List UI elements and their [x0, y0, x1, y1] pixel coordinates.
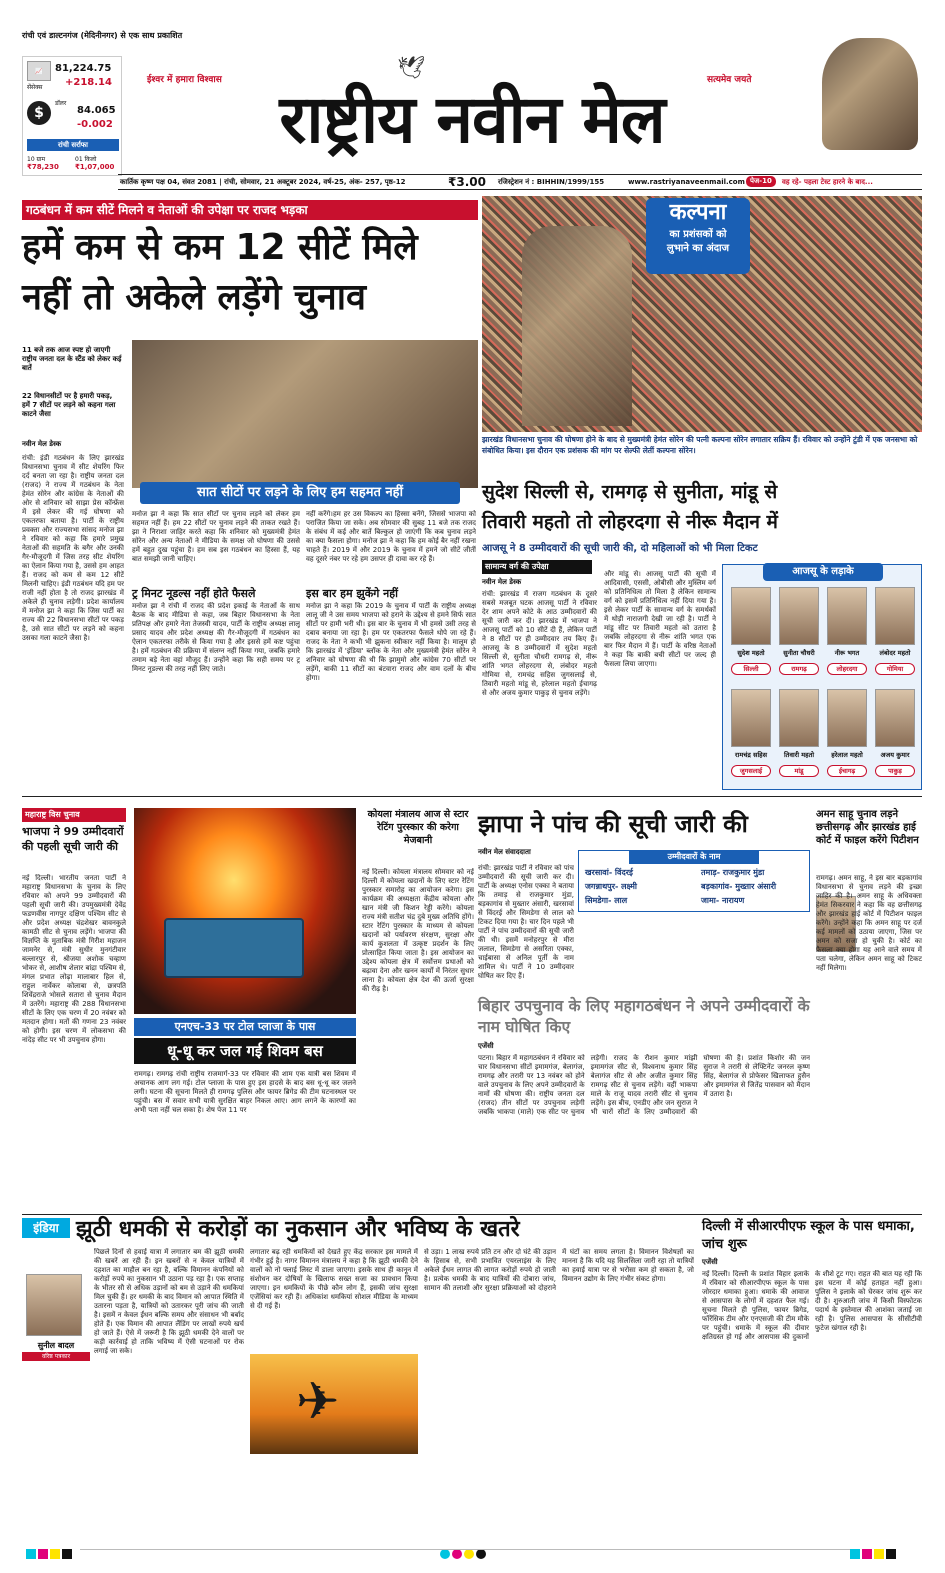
candidate-photo [731, 587, 771, 645]
kalpana-caption: झारखंड विधानसभा चुनाव की घोषणा होने के बाद से मुख्यमंत्री हेमंत सोरेन की पत्नी कल्पना सोरेन लगातार सक्रिय हैं। रविवार को उन्होंने टुंडी में एक जनसभा को संबोधित किया। इस दौरान एक प्रशंसक की मांग पर सेल्फी लेतीं कल्पना सोरेन। [482, 435, 918, 455]
lead-headline-1: हमें कम से कम 12 सीटें मिले [22, 227, 418, 268]
maharashtra-tag: महाराष्ट्र विस चुनाव [22, 808, 126, 822]
ajsu-headline-1: सुदेश सिल्ली से, रामगढ़ से सुनीता, मांडू से [482, 481, 778, 503]
aman-sahu-body: रामगढ़। अमन साहू, ने इस बार बड़कागांव विधानसभा से चुनाव लड़ने की इच्छा जाहिर की है। अमन साहू के अधिवक्ता हेमंत सिकरवार ने कहा कि वह छत्तीसगढ़ और झारखंड हाई कोर्ट में पिटीशन फाइल करेंगे। उन्होंने कहा कि अमन साहू पर दर्ज कई मामलों को उठाया जाएगा, जिस पर अमन को सजा हो चुकी है। कोर्ट का फैसला क्या होगा यह आने वाले समय में पता चलेगा, लेकिन अमन साहू को टिकट नहीं मिलेगा। [816, 874, 922, 972]
jmm-box [578, 850, 810, 912]
india-headline: झूठी धमकी से करोड़ों का नुकसान और भविष्य के खतरे [76, 1217, 520, 1242]
bus-fire-story [134, 808, 356, 1208]
ajsu-body-1: रांची: झारखंड में राजग गठबंधन के दूसरे सबसे मजबूत घटक आजसू पार्टी ने रविवार देर शाम अपने कोटे के आठ उम्मीदवारों की सूची जारी कर दी। झारखंड में भाजपा ने आजसू पार्टी को 10 सीटें दी हैं, लेकिन पार्टी ने 8 सीटों पर ही उम्मीदवार तय किए हैं। आजसू के 8 उम्मीदवारों में सुदेश महतो सिल्ली से, सुनीता चौधरी रामगढ़ से, नीरू शांति भगत लोहरदगा से, लंबोदर महतो गोमिया से, रामचंद्र सहिस जुगसलाई से, तिवारी महतो मांडू से, हरेलाल महतो ईचागढ़ से और अजय कुमार पाकुड़ से चुनाव लड़ेंगे। [482, 590, 597, 697]
jmm-candidate: सिमडेगा- लाल [585, 896, 628, 905]
lead-press-photo [132, 340, 478, 488]
ajsu-headline-2: तिवारी महतो तो लोहरदगा से नीरू मैदान में [482, 511, 778, 533]
registration: रजिस्ट्रेशन नं : BIHHIN/1999/155 [498, 178, 605, 186]
candidate-seat: पाकुड़ [875, 765, 915, 777]
jmm-candidate: तमाड़- राजकुमार मुंडा [701, 868, 765, 877]
india-section [22, 1218, 694, 1528]
footer-rule [80, 1549, 850, 1550]
kalpana-badge-title: कल्पना [669, 200, 727, 225]
mahagathbandhan-body: पटना। बिहार में महागठबंधन ने रविवार को चार विधानसभा सीटों इमामगंज, बेलागंज, रामगढ़ और तरारी पर 13 नवंबर को होने वाले उपचुनाव के लिए अपने उम्मीदवारों के नामों की घोषणा की। राष्ट्रीय जनता दल (राजद) तीन सीटों पर उपचुनाव लड़ेगी जबकि भाकपा (माले) एक सीट पर चुनाव लड़ेगी। राजद के रौशन कुमार मांझी इमामगंज सीट से, विश्वनाथ कुमार सिंह बेलागंज सीट से और अजीत कुमार सिंह रामगढ़ सीट से चुनाव लड़ेंगे। वहीं भाकपा माले के राजू यादव तरारी सीट से चुनाव लड़ेंगे। इस बीच, एनडीए और जन सुराज ने भी चारों सीटों के लिए उम्मीदवारों की घोषणा की है। प्रशांत किशोर की जन सुराज ने तरारी से लेफ्टिनेंट जनरल कृष्ण सिंह, बेलागंज से प्रोफेसर खिलाफत हुसैन और इमामगंज से जितेंद्र पासवान को मैदान में उतारा है। [478, 1054, 810, 1116]
candidate-name: हरेलाल महतो [831, 751, 863, 759]
candidate-photo [827, 689, 867, 747]
lead-body-4: मनोज झा ने रांची में राजद की प्रदेश इकाई के नेताओं के साथ बैठक के बाद मीडिया से कहा, जब बिहार विधानसभा के नेता प्रतिपक्ष और हमारे नेता तेजस्वी यादव, पार्टी के राष्ट्रीय अध्यक्ष लालू प्रसाद यादव और प्रदेश अध्यक्ष की गैर-मौजूदगी में गठबंधन का ऐलान एकतरफा तरीके से किया गया है और इससे हमें कष्ट पहुंचा है। हमें गठबंधन की प्रक्रिया में संलग्न नहीं किया गया, जबकि हमारे तमाम बड़े नेता वहां मौजूद हैं। उन्होंने कहा कि सही समय पर ट्र मिनट नूडल्स की तरह नहीं लिए जाते। [132, 602, 300, 673]
coal-story [362, 808, 474, 1208]
aman-sahu-headline: अमन साहू चुनाव लड़ने छत्तीसगढ़ और झारखंड हाई कोर्ट में फाइल करेंगे पिटीशन [816, 809, 919, 846]
candidate-seat: लोहरदगा [827, 663, 867, 675]
registration-marks-right [850, 1544, 898, 1563]
lead-body-1: रांची: इंडी गठबंधन के लिए झारखंड विधानसभा चुनाव में सीट शेयरिंग फिर दर्द बनता जा रहा है। राष्ट्रीय जनता दल (राजद) ने राज्य में गठबंधन के नेता हेमंत सोरेन और कांग्रेस के नेताओं की ओर से शनिवार को साझा प्रेस कॉन्फ्रेंस में इसे लेकर की गई घोषणा को एकतरफा बताया है। पार्टी के राष्ट्रीय प्रवक्ता और राज्यसभा सांसद मनोज झा ने रविवार को कहा कि हमारे प्रमुख नेताओं की सहमति के बगैर और उनकी गैर-मौजूदगी में जिस तरह सीट शेयरिंग का ऐलान किया गया है, उससे हम आहत हैं। राजद को कम से कम 12 सीटें मिलनी चाहिए। इंडी गठबंधन यदि हम पर राजी नहीं होता है तो राजद झारखंड में अकेले ही चुनाव लड़ेगी। प्रदेश कार्यालय में मनोज झा ने कहा कि जिस पार्टी का राज्य की 22 विधानसभा सीटों पर पकड़ है, उसे सात सीटों पर लड़ने को कहना उसका गला काटने जैसा है। [22, 454, 124, 642]
candidate-seat: मांडू [779, 765, 819, 777]
ajsu-candidate [873, 689, 917, 787]
candidate-name: रामचंद्र सहिस [735, 751, 767, 759]
registration-marks-left [26, 1544, 74, 1563]
coal-body: नई दिल्ली। कोयला मंत्रालय सोमवार को नई दिल्ली में कोयला खदानों के लिए स्टार रेटिंग पुरस्कार समारोह का आयोजन करेगा। इस कार्यक्रम की अध्यक्षता केंद्रीय कोयला और खान मंत्री जी किशन रेड्डी करेंगे। कोयला राज्य मंत्री सतीश चंद्र दुबे मुख्य अतिथि होंगे। स्टार रेटिंग पुरस्कार के माध्यम से कोयला खदानों को पर्यावरण संरक्षण, सुरक्षा और कार्य कुशलता में उत्कृष्ट प्रदर्शन के लिए प्रोत्साहित किया जाता है। इस आयोजन का उद्देश्य कोयला क्षेत्र में सर्वोत्तम प्रथाओं को बढ़ावा देना और खनन कार्यों में निरंतर सुधार लाना है। कोयला क्षेत्र देश की ऊर्जा सुरक्षा की रीढ़ है। [362, 868, 474, 993]
lead-body-3: नहीं करेंगे।हम हर उस विकल्प का हिस्सा बनेंगे, जिससे भाजपा को पराजित किया जा सके। अब सोमवार की सुबह 11 बजे तक राजद के संबंध में कई और बातें बिल्कुल हो जाएंगी कि कब चुनाव लड़ने का क्या फैसला होगा। मनोज झा ने कहा कि हम कोई बैर नहीं रखना चाहते हैं। 2019 में और 2019 के चुनाव में हमने जो सीटें जीतीं वह दूसरे नंबर पर रहे हम उसपर ही दावा कर रहे हैं। [306, 510, 476, 563]
ajsu-candidate [777, 689, 821, 787]
candidate-photo [779, 587, 819, 645]
candidate-photo [827, 587, 867, 645]
kalpana-badge [646, 198, 750, 274]
mahagathbandhan-byline: एजेंसी [478, 1042, 494, 1050]
coal-headline: कोयला मंत्रालय आज से स्टार रेटिंग पुरस्कार की करेगा मेजबानी [367, 809, 469, 846]
market-box [22, 56, 122, 176]
candidate-photo [731, 689, 771, 747]
ajsu-candidate [729, 587, 773, 685]
lead-bullet-1: 11 बजे तक आज स्पष्ट हो जाएगी राष्ट्रीय जनता दल के स्टैंड को लेकर कई बातें [22, 346, 122, 372]
candidate-name: तिवारी महतो [783, 751, 815, 759]
lead-bullet-2: 22 विधानसीटों पर है हमारी पकड़, हमें 7 सीटों पर लड़ने को कहना गला काटने जैसा [22, 392, 116, 418]
ajsu-candidate [729, 689, 773, 787]
gold-value: ₹78,230 [27, 163, 59, 171]
airplane-image [250, 1354, 418, 1454]
rupee-value: 84.065 [77, 105, 116, 116]
lead-subhead-a: ट्र मिनट नूडल्स नहीं होते फैसले [132, 587, 256, 600]
masthead-top-line: रांची एवं डाल्टनगंज (मेदिनीनगर) से एक साथ प्रकाशित [22, 31, 183, 40]
lead-story [22, 200, 478, 790]
india-body-1: पिछले दिनों से हवाई यात्रा में लगातार बम की झूठी धमकी की खबरें आ रही हैं। इन खबरों से न केवल यात्रियों में दहशत का माहौल बन रहा है, बल्कि विमानन कंपनियों को करोड़ों रुपये का नुकसान भी उठाना पड़ रहा है। एक सप्ताह के भीतर सौ से अधिक उड़ानों को बम से उड़ाने की धमकियां मिल चुकी हैं। हर धमकी के बाद विमान को आपात स्थिति में उतारना पड़ता है, यात्रियों को उतारकर पूरी जांच की जाती है। इसमें न केवल ईंधन बल्कि समय और संसाधन भी बर्बाद होते हैं। एक विमान की आपात लैंडिंग पर लाखों रुपये खर्च हो जाते हैं। ऐसे में जरूरी है कि झूठी धमकी देने वालों पर कड़ी कार्रवाई हो ताकि भविष्य में ऐसी घटनाओं पर रोक लगाई जा सके। [94, 1248, 244, 1355]
delhi-blast-headline: दिल्ली में सीआरपीएफ स्कूल के पास धमाका, जांच शुरू [702, 1219, 915, 1252]
ajsu-tag: सामान्य वर्ग की उपेक्षा [482, 560, 592, 574]
lead-headline-2: नहीं तो अकेले लड़ेंगे चुनाव [22, 277, 367, 318]
ajsu-story [482, 478, 922, 790]
jmm-body: रांची: झारखंड पार्टी ने रविवार को पांच उम्मीदवारों की सूची जारी कर दी। पार्टी के अध्यक्ष एनोस एक्का ने बताया कि तमाड़ से राजकुमार मुंडा, बड़कागांव से मुख्तार अंसारी, खरसावां से विंदरई और सिमडेगा से लाल को टिकट दिया गया है। चार दिन पहले भी पार्टी ने पांच उम्मीदवारों की सूची जारी की थी। इसमें मनोहरपुर से मीरा जलाल, सिमडेगा से असरिता एक्का, चाईबासा से अनिल पूर्ती के नाम शामिल थे। पार्टी ने 10 उम्मीदवार घोषित कर दिए हैं। [478, 864, 574, 980]
ajsu-candidate [825, 587, 869, 685]
sensex-icon: 📈 [27, 61, 51, 81]
motto-left: ईश्वर में हमारा विश्वास [147, 75, 222, 85]
maharashtra-body: नई दिल्ली। भारतीय जनता पार्टी ने महाराष्ट्र विधानसभा के चुनाव के लिए रविवार को अपने 99 उम्मीदवारों की पहली सूची जारी की। उपमुख्यमंत्री देवेंद्र फडणवीस नागपुर दक्षिण पश्चिम सीट से और प्रदेश अध्यक्ष चंद्रशेखर बावनकुले कामठी सीट से चुनाव लड़ेंगे। भाजपा की विज्ञप्ति के मुताबिक मंत्री गिरीश महाजन जामनेर से, मंत्री सुधीर मुनगंटीवार बल्लारपुर से, श्रीजया अशोक चव्हाण भोकर से, आशीष शेलार बांद्रा पश्चिम से, मंगल प्रभात लोढ़ा मालाबार हिल से, राहुल नार्वेकर कोलाबा से, छत्रपति शिवेंद्रराजे भोसले सतारा से चुनाव मैदान में उतरेंगे। महाराष्ट्र की 288 विधानसभा सीटों के लिए एक चरण में 20 नवंबर को मतदान होगा। मतों की गणना 23 नवंबर को होगी। इस चरण में लोकसभा की नांदेड़ सीट पर भी उपचुनाव होगा। [22, 874, 126, 1044]
candidate-seat: जुगसलाई [731, 765, 771, 777]
candidate-name: सुनीता चौधरी [783, 649, 815, 657]
jmm-box-title: उम्मीदवारों के नाम [629, 850, 759, 864]
bullion-label: रांची सर्राफा [27, 139, 119, 151]
lead-body-5: मनोज झा ने कहा कि 2019 के चुनाव में पार्टी के राष्ट्रीय अध्यक्ष लालू जी ने उस समय भाजपा को हराने के उद्देश्य से हमने सिर्फ सात सीटों पर हामी भरी थी। इस बार के चुनाव में भी हमसे उसी तरह से दबाव बनाया जा रहा है। हम पर एकतरफा फैसले थोपे जा रहे हैं। राजद के नेता ने कभी भी झुकना स्वीकार नहीं किया है। मालूम हो कि झारखंड में 'इंडिया' ब्लॉक के नेता और मुख्यमंत्री हेमंत सोरेन ने शनिवार को घोषणा की थी कि झामुमो और कांग्रेस 70 सीटों पर लड़ेंगे, बाकी 11 सीटों का बंटवारा राजद और वाम दलों के बीच होगा। [306, 602, 476, 682]
dateline-strip [118, 174, 922, 190]
lead-subhead-b: इस बार हम झुकेंगे नहीं [306, 587, 398, 600]
teaser: वह रहे- पहला टेस्ट हारने के बाद... [782, 178, 873, 186]
lead-kicker: गठबंधन में कम सीटें मिलने व नेताओं की उपेक्षा पर राजद भड़का [22, 200, 478, 220]
ajsu-body-2: और मांडू से। आजसू पार्टी की सूची में आदिवासी, एससी, ओबीसी और मुस्लिम वर्ग को प्रतिनिधित्व तो मिला है लेकिन सामान्य वर्ग को इसमें प्रतिनिधित्व नहीं दिया गया है। इसे लेकर पार्टी के सामान्य वर्ग के समर्थकों में थोड़ी नाराजगी देखी जा रही है। पार्टी ने मांडू सीट पर तिवारी महतो को उतारा है जबकि लोहरदगा से नीरू शांति भगत एक बार फिर मैदान में हैं। पार्टी के वरिष्ठ नेताओं ने कहा कि बाकी बची सीटों पर जल्द ही फैसला लिया जाएगा। [604, 570, 716, 668]
rupee-label: डॉलर [55, 100, 67, 107]
candidate-photo [875, 689, 915, 747]
candidate-seat: रामगढ़ [779, 663, 819, 675]
india-body-2: लगातार बढ़ रही धमकियों को देखते हुए केंद्र सरकार इस मामले में गंभीर हुई है। नागर विमानन मंत्रालय ने कहा है कि झूठी धमकी देने वालों को नो फ्लाई लिस्ट में डाला जाएगा। इसके साथ ही कानून में संशोधन कर दोषियों के खिलाफ सख्त सजा का प्रावधान किया जाएगा। इन धमकियों के पीछे कौन लोग हैं, इसकी जांच सुरक्षा एजेंसियां कर रही हैं। अधिकांश धमकियां सोशल मीडिया के माध्यम से दी गई हैं। [250, 1248, 418, 1310]
jmm-body-continued [578, 918, 810, 992]
aman-sahu-story [816, 808, 922, 1208]
ajsu-candidate [825, 689, 869, 787]
candidate-name: नीरू भगत [834, 649, 860, 657]
price: ₹3.00 [448, 175, 486, 189]
kalpana-badge-line-1: का प्रशंसकों को [669, 229, 727, 240]
registration-marks-center [440, 1544, 488, 1563]
mahagathbandhan-headline: बिहार उपचुनाव के लिए महागठबंधन ने अपने उम्मीदवारों के नाम घोषित किए [478, 997, 810, 1036]
masthead-title: राष्ट्रीय नवीन मेल [279, 81, 665, 158]
section-divider [22, 796, 922, 797]
jmm-candidate: बड़कागांव- मुख्तार अंसारी [701, 882, 777, 891]
silver-label: 01 किलो [75, 156, 97, 163]
mahagathbandhan-story [478, 996, 810, 1208]
ajsu-byline: नवीन मेल डेस्क [482, 578, 522, 586]
lead-byline: नवीन मेल डेस्क [22, 440, 62, 448]
rupee-change: -0.002 [77, 119, 113, 130]
dollar-icon: $ [27, 101, 51, 125]
ajsu-panel [722, 564, 922, 790]
lead-body-2: मनोज झा ने कहा कि सात सीटों पर चुनाव लड़ने को लेकर हम सहमत नहीं हैं। हम 22 सीटों पर चुनाव लड़ने की ताकत रखते हैं। झा ने निराशा जाहिर करते कहा कि शनिवार को मुख्यमंत्री हेमंत सोरेन और अन्य नेताओं ने मीडिया के समक्ष जो घोषणा की उससे हमें बहुत दुख पहुंचा है। हम सब इस गठबंधन का हिस्सा हैं, यह बात समझी जानी चाहिए। [132, 510, 300, 563]
jmm-candidate: जगन्नाथपुर- लक्ष्मी [585, 882, 637, 891]
sensex-change: +218.14 [65, 77, 112, 88]
lead-photo-banner: सात सीटों पर लड़ने के लिए हम सहमत नहीं [140, 482, 460, 504]
dateline: कार्तिक कृष्ण पक्ष 04, संवत 2081 | रांची, सोमवार, 21 अक्टूबर 2024, वर्ष-25, अंक- 257, पृष्ठ-12 [120, 178, 406, 186]
delhi-blast-story [702, 1218, 922, 1528]
airplane-icon: ✈ [296, 1372, 340, 1432]
bus-fire-banner-2: धू-धू कर जल गई शिवम बस [134, 1038, 356, 1064]
silver-value: ₹1,07,000 [75, 163, 115, 171]
ajsu-candidate [777, 587, 821, 685]
jmm-candidate: जामा- नारायण [701, 896, 745, 905]
kalpana-badge-line-2: लुभाने का अंदाज [666, 243, 730, 254]
india-body-3: से उड़ा। 1 लाख रुपये प्रति टन और दो घंटे की उड़ान के हिसाब से, सभी प्रभावित एयरलाइंस के लिए अकेले ईंधन लागत की लागत करोड़ों रुपये हो जाती है। प्रत्येक धमकी के बाद यात्रियों की दोबारा जांच, सामान की तलाशी और सुरक्षा प्रक्रियाओं को दोहराने में घंटों का समय लगता है। विमानन विशेषज्ञों का मानना है कि यदि यह सिलसिला जारी रहा तो यात्रियों का हवाई यात्रा पर से भरोसा कम हो सकता है, जो विमानन उद्योग के लिए गंभीर संकट होगा। [424, 1248, 694, 1292]
candidate-seat: गोमिया [875, 663, 915, 675]
jmm-byline: नवीन मेल संवाददाता [478, 848, 531, 856]
candidate-name: अजय कुमार [880, 751, 910, 759]
candidate-name: सुदेश महतो [737, 649, 765, 657]
candidate-photo [779, 689, 819, 747]
gold-label: 10 ग्राम [27, 156, 46, 163]
bird-icon: 🕊 [397, 56, 425, 81]
candidate-photo [875, 587, 915, 645]
masthead [22, 28, 922, 190]
bus-fire-photo [134, 808, 356, 1014]
ajsu-candidate [873, 587, 917, 685]
motto-right: सत्यमेव जयते [707, 75, 752, 85]
jmm-headline: झापा ने पांच की सूची जारी की [478, 810, 748, 838]
candidate-seat: ईचागढ़ [827, 765, 867, 777]
candidate-name: लंबोदर महतो [879, 649, 911, 657]
website-link[interactable]: www.rastriyanaveenmail.com [628, 178, 745, 186]
bus-silhouette [164, 918, 304, 978]
author-title: वरिष्ठ पत्रकार [22, 1352, 90, 1361]
sensex-value: 81,224.75 [55, 63, 112, 74]
candidate-seat: सिल्ली [731, 663, 771, 675]
delhi-blast-byline: एजेंसी [702, 1258, 718, 1266]
maharashtra-headline: भाजपा ने 99 उम्मीदवारों की पहली सूची जारी की [22, 825, 124, 853]
bus-fire-body: रामगढ़। रामगढ़ रांची राष्ट्रीय राजमार्ग-33 पर रविवार की शाम एक यात्री बस शिवम में अचानक आग लग गई। टोल प्लाजा के पास हुए इस हादसे के बाद बस धू-धू कर जलने लगी। घटना की सूचना मिलते ही रामगढ़ पुलिस और फायर ब्रिगेड की टीम घटनास्थल पर पहुंची। बस में सवार सभी यात्री सुरक्षित बाहर निकल आए। आग लगने के कारणों का अभी पता नहीं चल सका है। शेष पेज 11 पर [134, 1070, 356, 1114]
page-ref: पेज-10 [746, 176, 776, 187]
india-section-label: इंडिया [22, 1218, 70, 1238]
cricketer-photo [822, 38, 918, 150]
delhi-blast-body: नई दिल्ली। दिल्ली के प्रशांत विहार इलाके में रविवार को सीआरपीएफ स्कूल के पास जोरदार धमाका हुआ। धमाके की आवाज से आसपास के लोगों में दहशत फैल गई। सूचना मिलते ही पुलिस, फायर ब्रिगेड, फॉरेंसिक टीम और एनएसजी की टीम मौके पर पहुंची। धमाके में स्कूल की दीवार क्षतिग्रस्त हो गई और आसपास की दुकानों के शीशे टूट गए। राहत की बात यह रही कि इस घटना में कोई हताहत नहीं हुआ। पुलिस ने इलाके को घेरकर जांच शुरू कर दी है। शुरुआती जांच में किसी विस्फोटक पदार्थ के इस्तेमाल की आशंका जताई जा रही है। पुलिस आसपास के सीसीटीवी फुटेज खंगाल रही है। [702, 1270, 922, 1341]
sensex-label: सेंसेक्स [27, 84, 43, 91]
author-photo [26, 1274, 82, 1336]
kalpana-selfie-figure [522, 226, 632, 426]
ajsu-panel-title: आजसू के लड़ाके [763, 563, 883, 581]
jmm-list-story [478, 808, 810, 994]
bus-fire-banner-1: एनएच-33 पर टोल प्लाजा के पास [134, 1018, 356, 1036]
jmm-candidate: खरसावां- विंदरई [585, 868, 633, 877]
kalpana-feature [482, 196, 922, 472]
maharashtra-story [22, 808, 126, 1208]
ajsu-deck: आजसू ने 8 उम्मीदवारों की सूची जारी की, दो महिलाओं को भी मिला टिकट [482, 543, 758, 554]
author-name: सुनील बादल [37, 1341, 75, 1350]
